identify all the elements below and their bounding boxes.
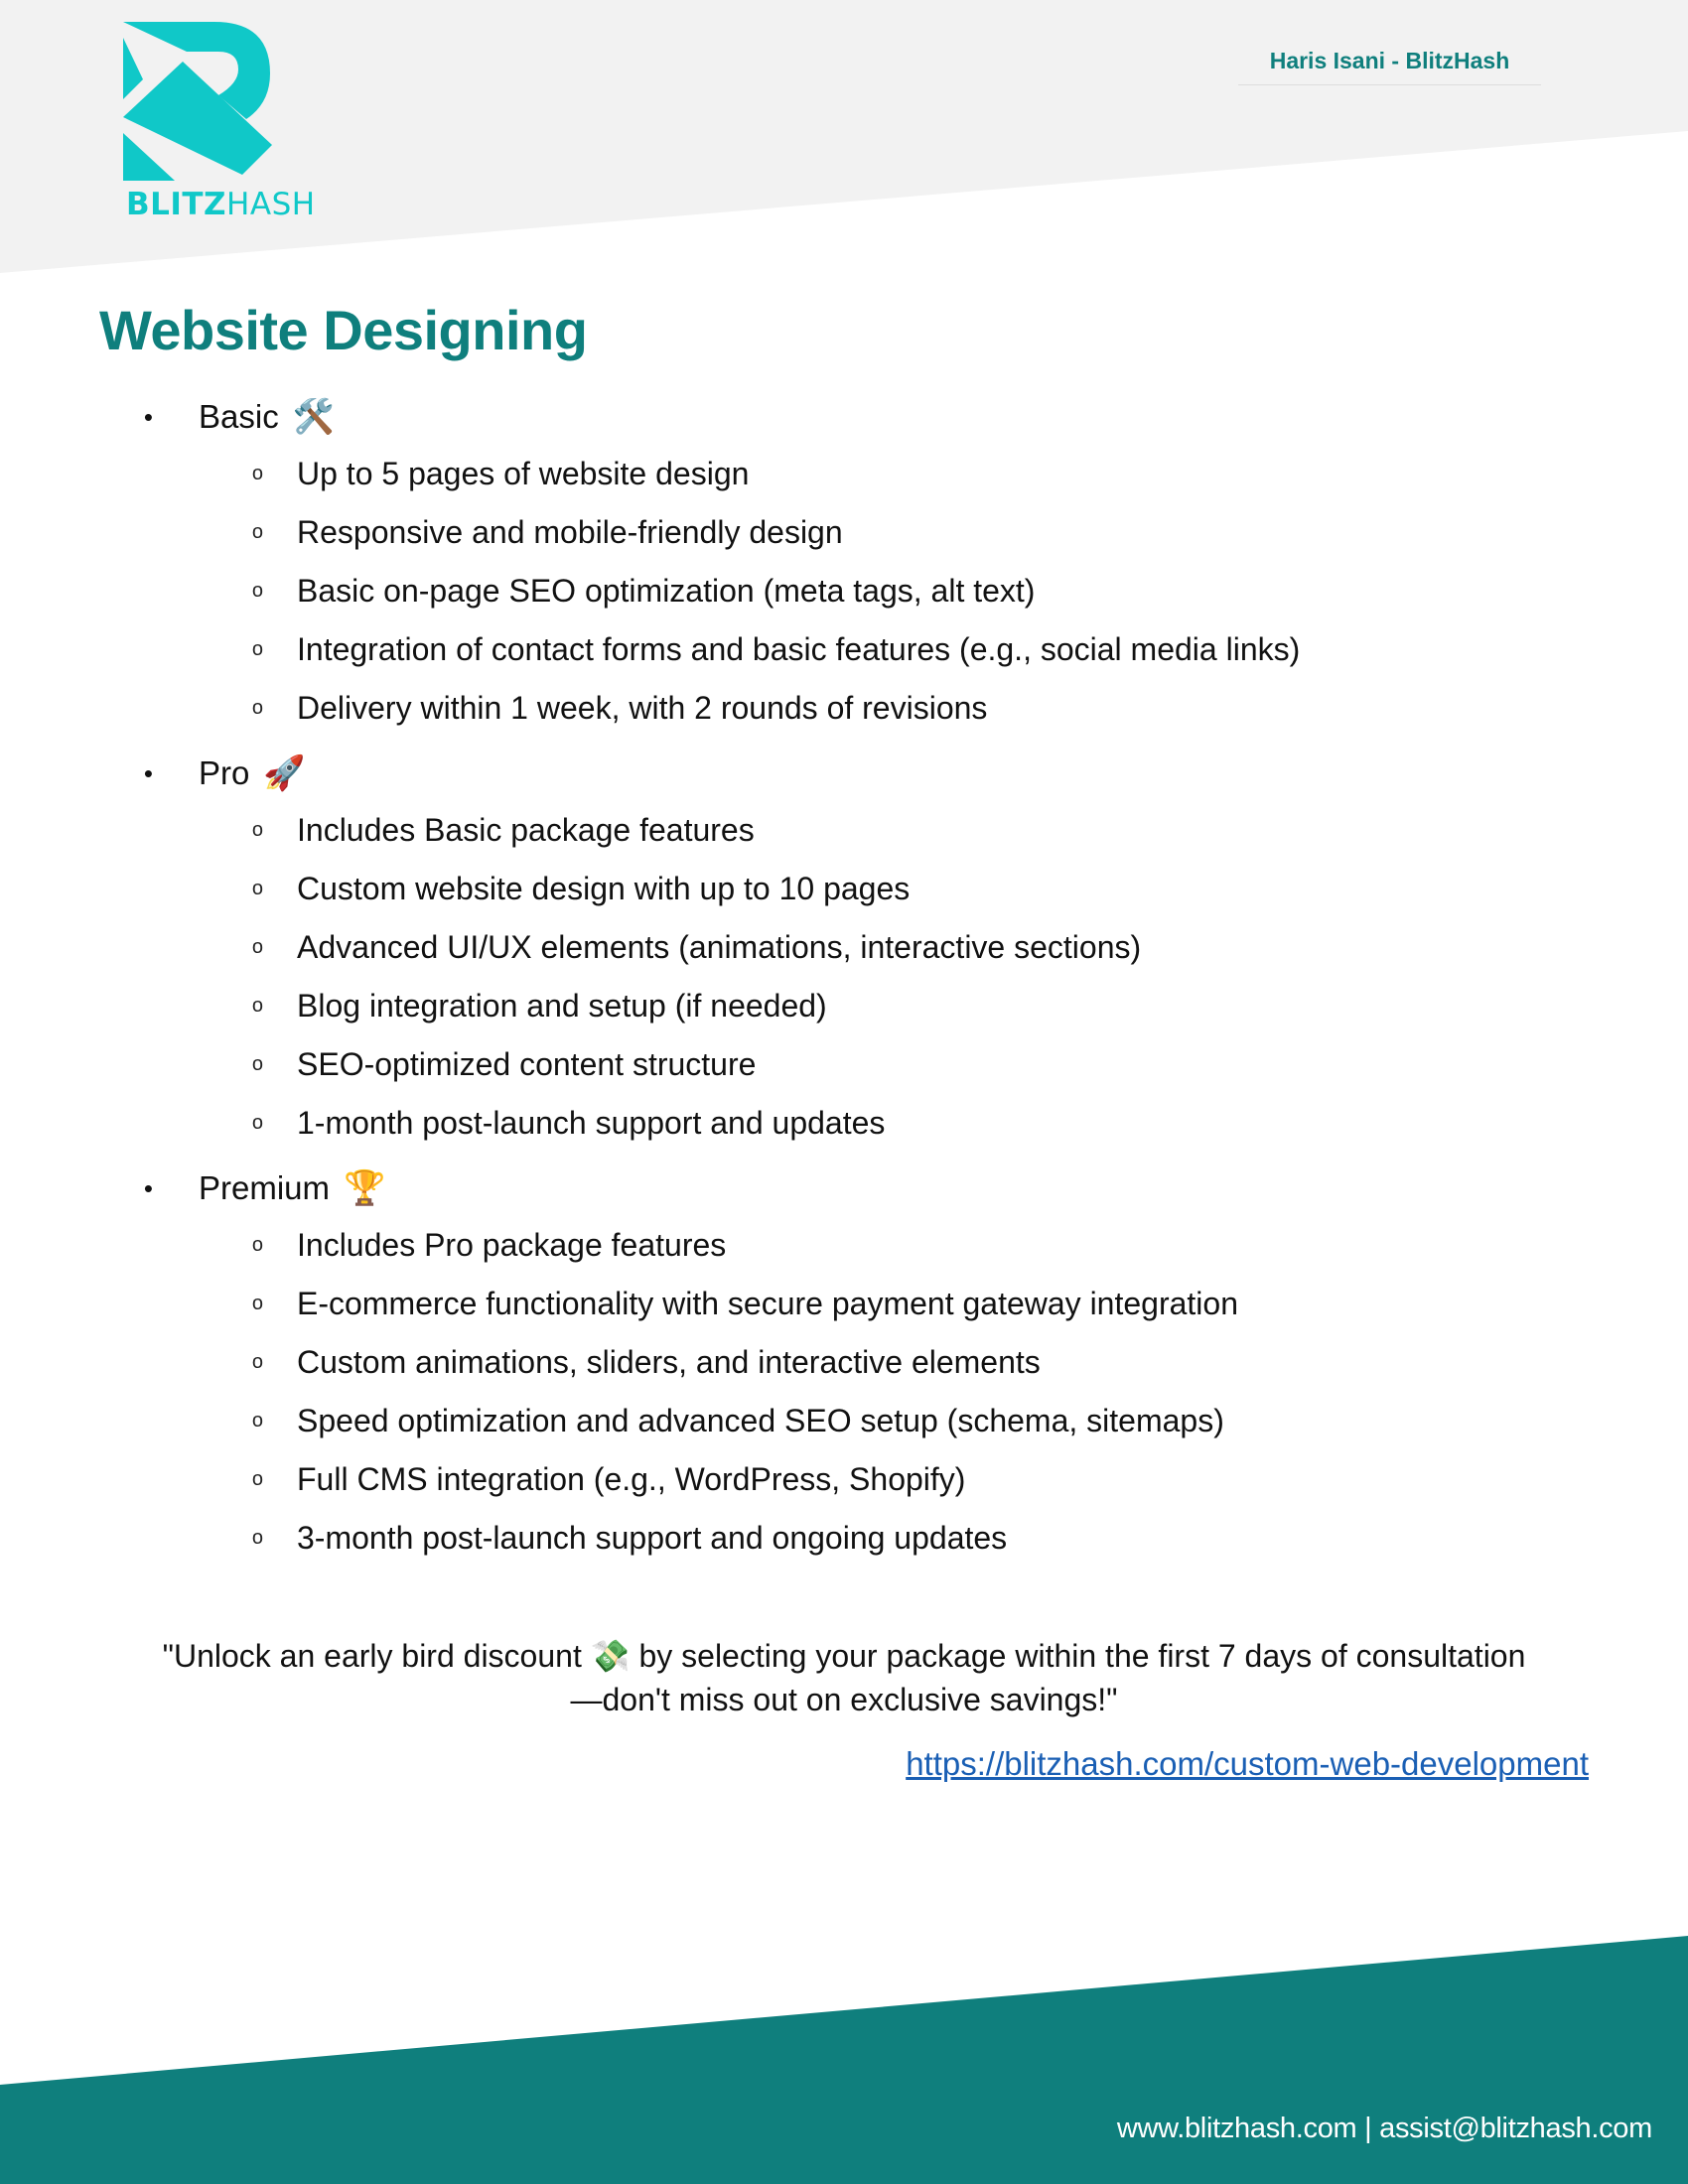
web-development-link[interactable]: https://blitzhash.com/custom-web-development <box>906 1745 1589 1782</box>
header-author: Haris Isani - BlitzHash <box>1238 48 1541 85</box>
bullet-icon: • <box>143 757 153 788</box>
circle-bullet-icon: o <box>251 1527 263 1549</box>
feature-text: 1-month post-launch support and updates <box>297 1105 886 1141</box>
package-emoji-icon: 🏆 <box>344 1169 386 1207</box>
list-item <box>99 1216 1589 1275</box>
list-item <box>99 503 1589 562</box>
list-item <box>99 620 1589 679</box>
list-item <box>99 562 1589 620</box>
blitzhash-logo <box>123 22 316 222</box>
package-basic <box>99 389 1589 445</box>
feature-text: Full CMS integration (e.g., WordPress, Shopify) <box>297 1461 966 1497</box>
logo-mark-icon <box>123 22 272 181</box>
list-item <box>99 977 1589 1035</box>
feature-text: Custom website design with up to 10 pages <box>297 871 911 906</box>
circle-bullet-icon: o <box>251 878 263 899</box>
circle-bullet-icon: o <box>251 1053 263 1075</box>
list-item <box>99 1333 1589 1392</box>
list-item <box>99 679 1589 738</box>
feature-text: Integration of contact forms and basic features (e.g., social media links) <box>297 631 1301 667</box>
feature-text: Includes Basic package features <box>297 812 755 848</box>
bullet-icon: • <box>143 1172 153 1203</box>
footer-band <box>0 1936 1688 2184</box>
list-item <box>99 801 1589 860</box>
circle-bullet-icon: o <box>251 819 263 841</box>
circle-bullet-icon: o <box>251 697 263 719</box>
package-emoji-icon: 🛠️ <box>292 398 336 436</box>
feature-text: Includes Pro package features <box>297 1227 727 1263</box>
feature-text: SEO-optimized content structure <box>297 1046 757 1082</box>
feature-text: Basic on-page SEO optimization (meta tags, alt text) <box>297 573 1036 609</box>
package-name: Pro <box>199 754 250 791</box>
list-item <box>99 1035 1589 1094</box>
feature-text: Custom animations, sliders, and interactive elements <box>297 1344 1041 1380</box>
circle-bullet-icon: o <box>251 1112 263 1134</box>
logo-wordmark: BLITZHASH <box>126 187 316 222</box>
feature-text: Responsive and mobile-friendly design <box>297 514 843 550</box>
list-item <box>99 918 1589 977</box>
circle-bullet-icon: o <box>251 521 263 543</box>
promo-text: "Unlock an early bird discount 💸 by selecting your package within the first 7 days of consultation—don't miss out on exclusive savings!" <box>162 1638 1526 1717</box>
feature-text: E-commerce functionality with secure payment gateway integration <box>297 1286 1238 1321</box>
package-name: Premium <box>199 1169 331 1206</box>
package-premium <box>99 1160 1589 1216</box>
list-item <box>99 1275 1589 1333</box>
list-item <box>99 1392 1589 1450</box>
feature-text: Speed optimization and advanced SEO setup (schema, sitemaps) <box>297 1403 1224 1438</box>
page-title: Website Designing <box>99 299 588 361</box>
package-pro <box>99 746 1589 801</box>
footer-contact: www.blitzhash.com | assist@blitzhash.com <box>1116 2113 1652 2144</box>
feature-list <box>99 1216 1589 1568</box>
circle-bullet-icon: o <box>251 1234 263 1256</box>
list-item <box>99 445 1589 503</box>
list-item <box>99 1094 1589 1153</box>
circle-bullet-icon: o <box>251 936 263 958</box>
circle-bullet-icon: o <box>251 463 263 484</box>
feature-text: Delivery within 1 week, with 2 rounds of revisions <box>297 690 988 726</box>
package-list <box>99 389 1589 1575</box>
circle-bullet-icon: o <box>251 1468 263 1490</box>
feature-list <box>99 445 1589 738</box>
list-item <box>99 1450 1589 1509</box>
circle-bullet-icon: o <box>251 1410 263 1432</box>
bullet-icon: • <box>143 401 153 432</box>
circle-bullet-icon: o <box>251 1351 263 1373</box>
circle-bullet-icon: o <box>251 580 263 602</box>
feature-text: Advanced UI/UX elements (animations, interactive sections) <box>297 929 1142 965</box>
list-item <box>99 1509 1589 1568</box>
feature-text: 3-month post-launch support and ongoing updates <box>297 1520 1008 1556</box>
feature-list <box>99 801 1589 1153</box>
list-item <box>99 860 1589 918</box>
circle-bullet-icon: o <box>251 995 263 1017</box>
feature-text: Blog integration and setup (if needed) <box>297 988 827 1024</box>
package-name: Basic <box>199 398 279 435</box>
circle-bullet-icon: o <box>251 638 263 660</box>
feature-text: Up to 5 pages of website design <box>297 456 750 491</box>
money-icon: 💸 <box>590 1638 631 1674</box>
package-emoji-icon: 🚀 <box>263 754 306 792</box>
circle-bullet-icon: o <box>251 1293 263 1314</box>
